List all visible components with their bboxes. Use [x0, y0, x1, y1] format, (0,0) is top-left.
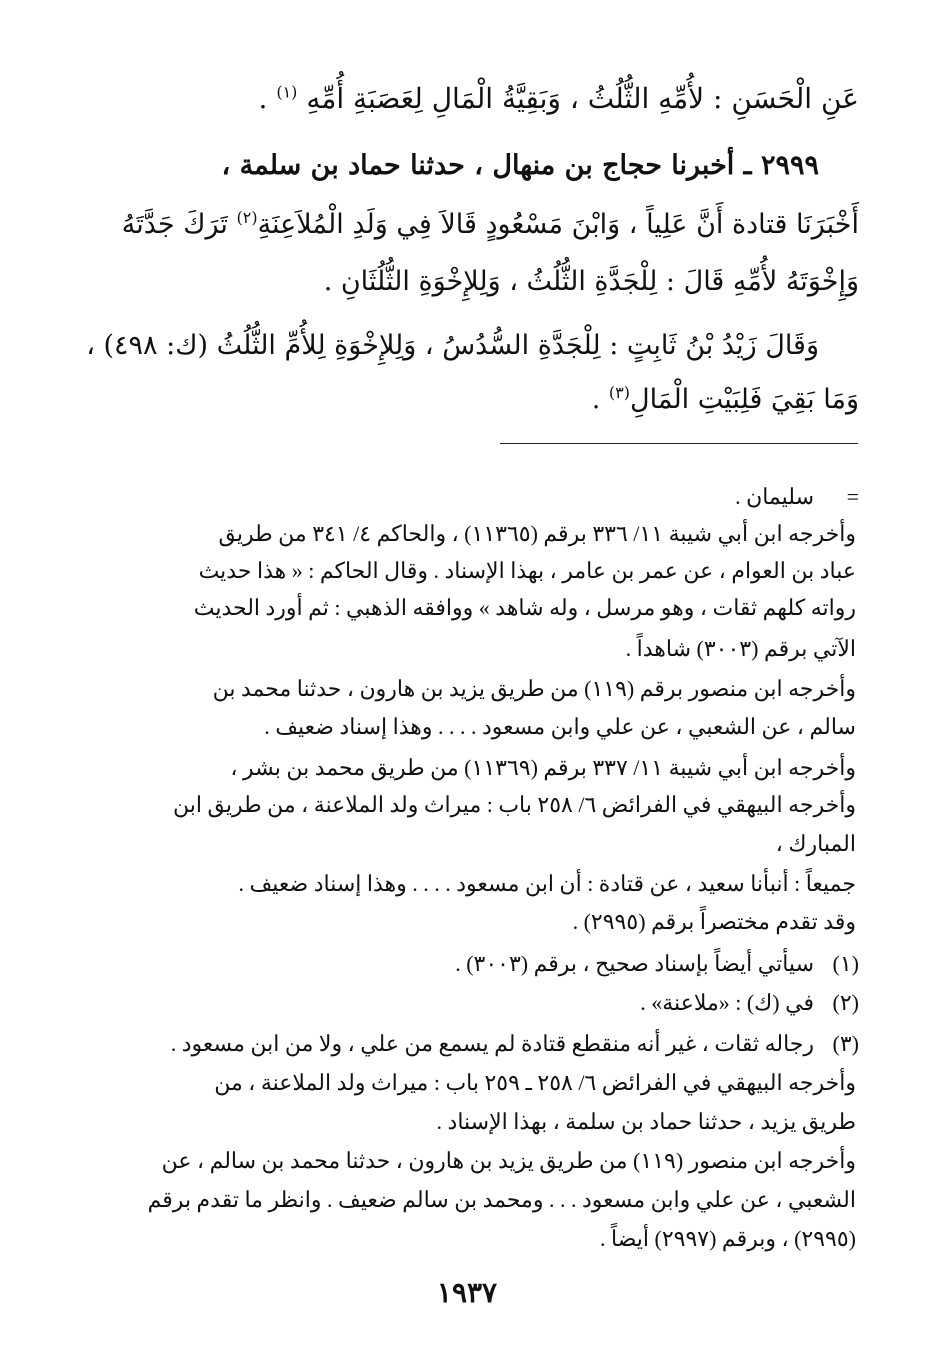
footnote-3-line: وأخرجه البيهقي في الفرائض ٦/ ٢٥٨ ـ ٢٥٩ باب : ميراث ولد الملاعنة ، من — [214, 1070, 856, 1095]
footnote-ref-1[interactable]: (١) — [276, 82, 298, 102]
footnote-line: رواته كلهم ثقات ، وهو مرسل ، وله شاهد » ووافقه الذهبي : ثم أورد الحديث — [193, 595, 856, 620]
footnote-separator — [500, 443, 858, 444]
hadith-heading: ٢٩٩٩ ـ أخبرنا حجاج بن منهال ، حدثنا حماد بن سلمة ، — [221, 150, 819, 181]
footnote-line: جميعاً : أنبأنا سعيد ، عن قتادة : أن ابن مسعود . . . . وهذا إسناد ضعيف . — [238, 871, 856, 896]
footnote-ref-2[interactable]: (٢) — [236, 208, 258, 227]
footnote-3-line: (٢٩٩٥) ، وبرقم (٢٩٩٧) أيضاً . — [600, 1226, 856, 1251]
main-text-line-3 — [69, 208, 859, 240]
footnote-3-line: رجاله ثقات ، غير أنه منقطع قتادة لم يسمع من علي ، ولا من ابن مسعود . — [170, 1031, 814, 1056]
footnote-line: وقد تقدم مختصراً برقم (٢٩٩٥) . — [572, 909, 856, 934]
footnote-number-3: (٣) — [832, 1031, 859, 1056]
footnote-1-text: سيأتي أيضاً بإسناد صحيح ، برقم (٣٠٠٣) . — [455, 951, 814, 976]
footnote-3-line: وأخرجه ابن منصور (١١٩) من طريق يزيد بن هارون ، حدثنا محمد بن سالم ، عن — [161, 1148, 856, 1173]
footnote-line: المبارك ، — [775, 831, 856, 856]
main-text-line-6 — [69, 383, 859, 415]
line-text: أَخْبَرَنَا قتادة أَنَّ عَلِياً ، وَابْنَ مَسْعُودٍ قَالاَ فِي وَلَدِ الْمُلاَعِنَةِ — [257, 209, 859, 240]
footnote-line: سليمان . — [735, 484, 814, 509]
footnote-line: وأخرجه ابن منصور برقم (١١٩) من طريق يزيد بن هارون ، حدثنا محمد بن — [212, 676, 856, 701]
footnote-line: عباد بن العوام ، عن عمر بن عامر ، بهذا الإسناد . وقال الحاكم : « هذا حديث — [198, 558, 856, 583]
page-number: ١٩٣٧ — [436, 1276, 498, 1309]
line-text: وَمَا بَقِيَ فَلِبَيْتِ الْمَالِ — [630, 384, 859, 415]
footnote-ref-3[interactable]: (٣) — [608, 383, 630, 402]
main-text-line-1: عَنِ الْحَسَنِ : لأُمِّهِ الثُّلُثُ ، وَبَقِيَّةُ الْمَالِ لِعَصَبَةِ أُمِّهِ $^{(١)}$ . — [258, 82, 859, 115]
footnote-3-line: الشعبي ، عن علي وابن مسعود . . . ومحمد بن سالم ضعيف . وانظر ما تقدم برقم — [147, 1187, 856, 1212]
footnote-line: وأخرجه البيهقي في الفرائض ٦/ ٢٥٨ باب : ميراث ولد الملاعنة ، من طريق ابن — [173, 792, 856, 817]
footnote-line: الآتي برقم (٣٠٠٣) شاهداً . — [625, 636, 856, 661]
main-text-line-4: وَإِخْوَتَهُ لأُمِّهِ قَالَ : لِلْجَدَّةِ الثُّلُثُ ، وَلِلإِخْوَةِ الثُّلُثَانِ . — [323, 266, 859, 297]
line-text: . — [591, 384, 601, 415]
footnote-line: وأخرجه ابن أبي شيبة ١١/ ٣٣٧ برقم (١١٣٦٩) من طريق محمد بن بشر ، — [230, 755, 856, 780]
footnote-line: سالم ، عن الشعبي ، عن علي وابن مسعود . . . . وهذا إسناد ضعيف . — [264, 714, 856, 739]
footnote-3-line: طريق يزيد ، حدثنا حماد بن سلمة ، بهذا الإسناد . — [436, 1109, 856, 1134]
continuation-marker: = — [846, 484, 859, 509]
footnote-number-2: (٢) — [832, 990, 859, 1015]
line-text: تَرَكَ جَدَّتَهُ — [121, 209, 228, 240]
footnote-number-1: (١) — [832, 951, 859, 976]
footnote-2-text: في (ك) : «ملاعنة» . — [640, 990, 814, 1015]
main-text-line-5: وَقَالَ زَيْدُ بْنُ ثَابِتٍ : لِلْجَدَّةِ السُّدُسُ ، وَلِلإِخْوَةِ لِلأُمِّ الثُّلُثُ (ك: ٤٩٨) ، — [86, 330, 819, 361]
footnote-line: وأخرجه ابن أبي شيبة ١١/ ٣٣٦ برقم (١١٣٦٥) ، والحاكم ٤/ ٣٤١ من طريق — [218, 521, 856, 546]
line-text: عَنِ الْحَسَنِ : لأُمِّهِ الثُّلُثُ ، وَبَقِيَّةُ الْمَالِ لِعَصَبَةِ أُمِّهِ — [306, 82, 859, 115]
